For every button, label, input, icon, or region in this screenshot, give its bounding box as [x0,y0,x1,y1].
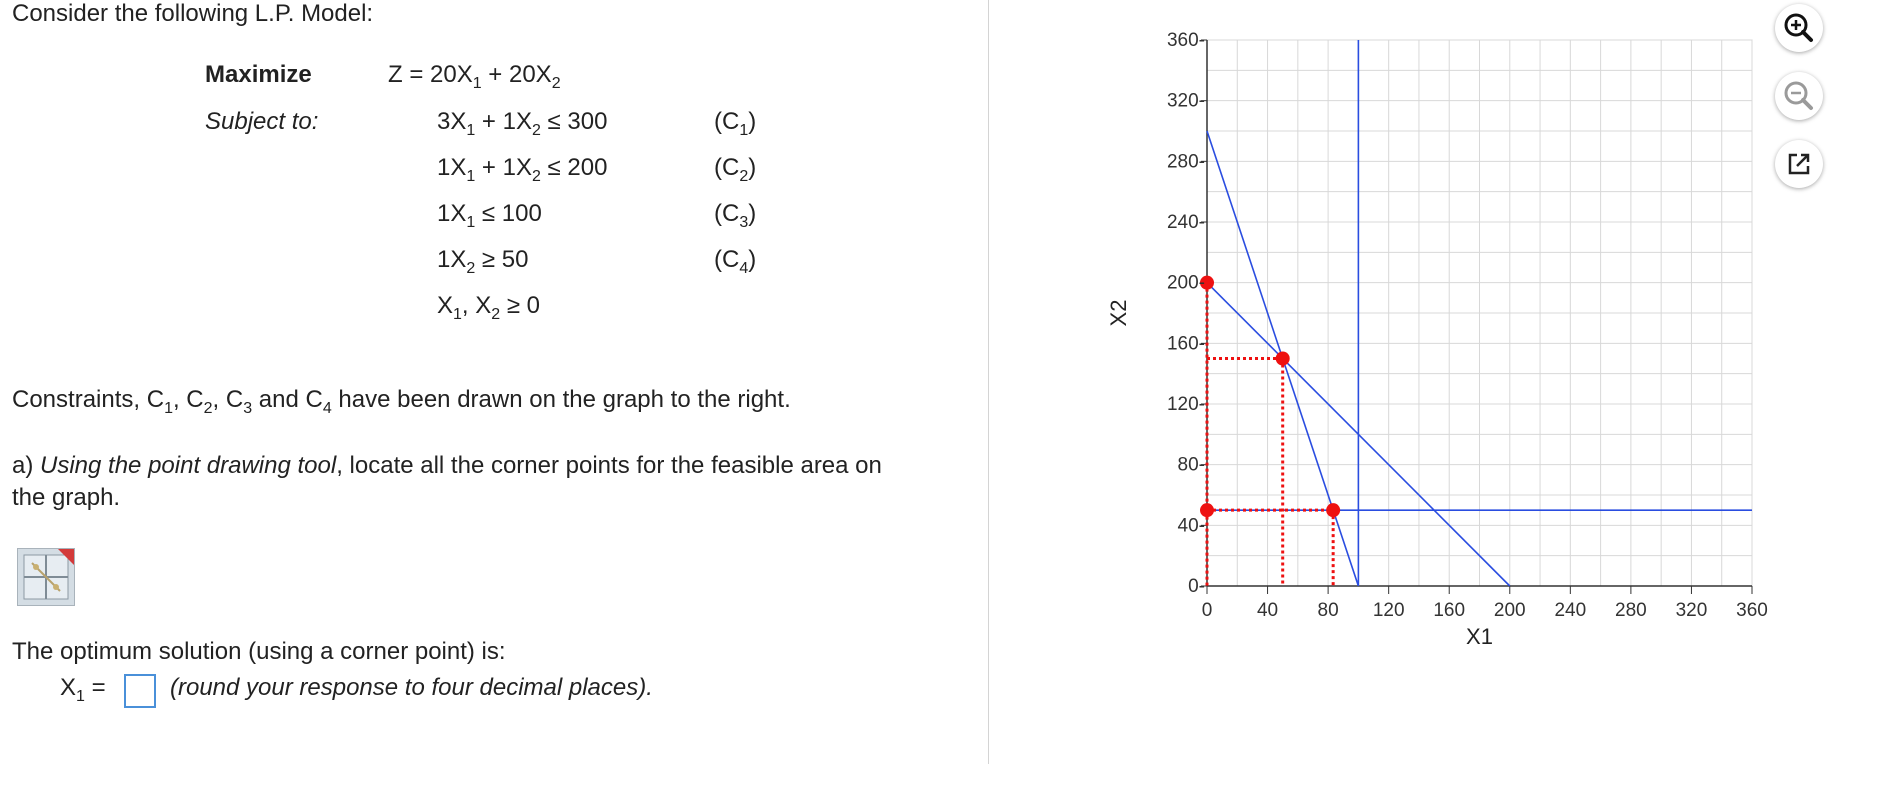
corner-point[interactable] [1276,352,1290,366]
y-axis-title: X2 [1106,299,1131,327]
problem-intro: Consider the following L.P. Model: [12,0,374,27]
y-tick-label: 0- [1188,576,1205,597]
question-a: a) Using the point drawing tool, locate all the corner points for the feasible area on [12,452,882,479]
corner-point[interactable] [1326,503,1340,517]
y-tick-label: 80- [1177,454,1205,476]
optimum-label: The optimum solution (using a corner point) is: [12,638,506,665]
constraint-tag-c4: $(C_4)$ [714,246,757,277]
maximize-label: Maximize [205,61,312,88]
y-tick-label: 40- [1177,515,1205,537]
x1-answer-label: $X_1$ = [60,674,106,705]
point-drawing-tool-button[interactable] [17,548,75,606]
x-tick-label: 360 [1736,600,1768,621]
y-tick-label: 240- [1166,212,1205,233]
rounding-hint: (round your response to four decimal places). [170,674,653,701]
question-a-line2: the graph. [12,484,121,511]
panel-divider [988,0,989,764]
constraints-description: Constraints, $C_1$, $C_2$, $C_3$ and $C_4$ have been drawn on the graph to the right. [12,386,791,417]
nonnegativity-constraint: $X_1$, $X_2 \ge 0$ [437,292,541,323]
objective-function: $Z = 20X_1 + 20X_2$ [388,61,561,92]
x-tick-label: 200 [1493,600,1526,621]
x-tick-label: 0 [1201,600,1213,621]
y-tick-label: 160- [1166,333,1205,355]
x-tick-label: 320 [1675,600,1708,621]
constraint-c3: $1X_1 \le 100$ [437,200,542,231]
constraint-c1: $3X_1 + 1X_2 \le 300$ [437,108,608,139]
constraint-tag-c1: $(C_1)$ [714,108,757,139]
subject-to-label: Subject to: [205,108,319,135]
x-tick-label: 80 [1317,600,1339,621]
x-tick-label: 160 [1433,600,1466,621]
x-tick-label: 40 [1256,600,1279,621]
y-tick-label: 280- [1166,151,1205,173]
constraint-c4: $1X_2 \ge 50$ [437,246,529,277]
constraint-tag-c3: $(C_3)$ [714,200,757,231]
zoom-in-button[interactable] [1775,4,1823,52]
y-tick-label: 120- [1166,394,1205,415]
zoom-in-icon [1775,4,1823,52]
y-tick-label: 200- [1166,272,1205,294]
x1-answer-input[interactable] [124,674,156,708]
y-tick-label: 320- [1166,90,1205,112]
zoom-out-icon [1775,72,1823,120]
graph-grid [1207,40,1752,586]
point-drawing-tool-icon [18,549,74,605]
x-tick-label: 120 [1372,600,1405,621]
zoom-out-button[interactable] [1775,72,1823,120]
x-tick-label: 240 [1554,600,1587,621]
y-tick-label: 360- [1166,30,1205,51]
x-axis-title: X1 [1466,624,1493,649]
constraint-tag-c2: $(C_2)$ [714,154,757,185]
constraint-c2: $1X_1 + 1X_2 \le 200$ [437,154,608,185]
x-tick-label: 280 [1615,600,1647,621]
lp-graph[interactable] [1100,0,1780,660]
external-link-icon [1775,140,1823,188]
popout-button[interactable] [1775,140,1823,188]
